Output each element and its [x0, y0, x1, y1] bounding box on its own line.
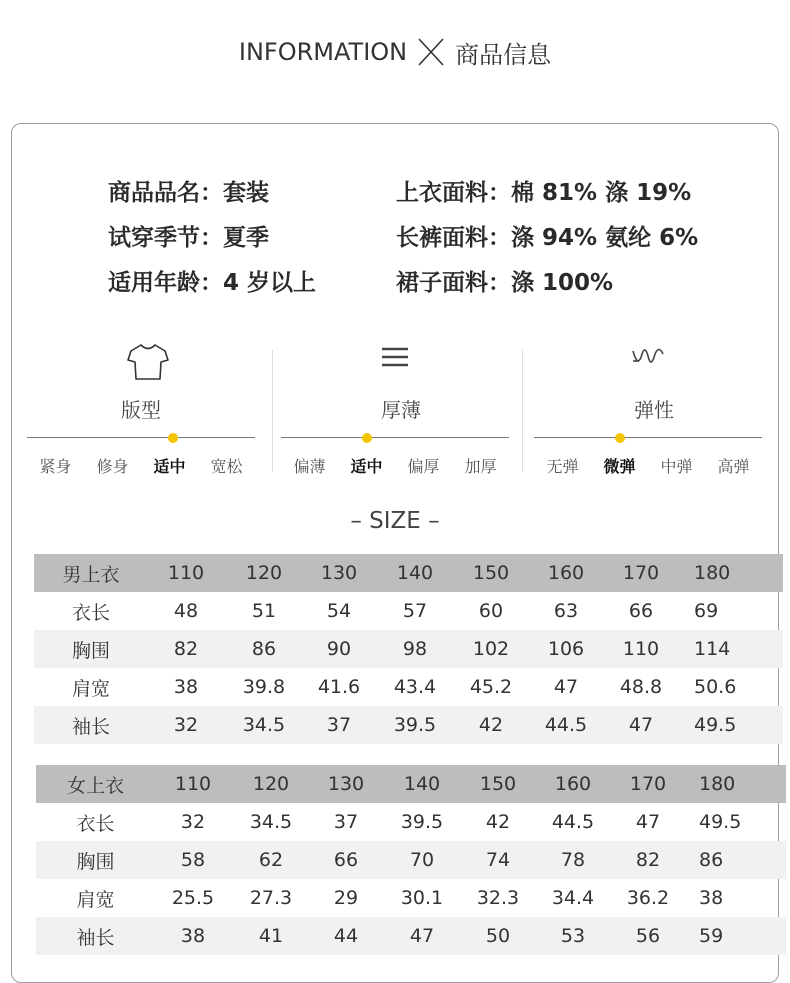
option-list	[27, 454, 255, 477]
table-cell: 160	[526, 554, 606, 592]
table-cell: 59	[683, 917, 786, 955]
table-cell: 130	[311, 765, 381, 803]
table-cell: 130	[304, 554, 374, 592]
table-cell: 29	[333, 887, 359, 909]
table-cell: 86	[683, 841, 786, 879]
table-cell: 45.2	[469, 676, 513, 698]
table-cell: 50	[463, 917, 533, 955]
table-row	[34, 630, 783, 668]
table-cell: 44.5	[551, 811, 595, 833]
option-label: 中弹	[660, 457, 693, 476]
women-size-table	[36, 765, 786, 955]
table-cell: 63	[553, 600, 579, 622]
table-cell: 38	[155, 917, 231, 955]
option-label-selected: 适中	[153, 457, 186, 476]
table-cell: 44	[311, 917, 381, 955]
table-cell: 衣长	[71, 601, 110, 624]
table-cell: 110	[606, 630, 676, 668]
scale-line	[281, 437, 509, 438]
table-cell: 47	[381, 917, 463, 955]
option-list	[281, 454, 509, 477]
table-cell: 袖长	[34, 706, 148, 744]
option-label: 偏厚	[407, 457, 440, 476]
table-cell: 60	[478, 600, 504, 622]
table-cell: 38	[699, 887, 724, 909]
age-range: 适用年龄：4 岁以上	[108, 270, 317, 296]
table-cell: 54	[326, 600, 352, 622]
scale-line	[534, 437, 762, 438]
divider	[522, 350, 523, 472]
option-list	[534, 454, 762, 477]
season: 试穿季节：夏季	[108, 225, 269, 251]
table-row	[34, 668, 783, 706]
table-cell: 袖长	[36, 917, 155, 955]
table-cell: 47	[553, 676, 579, 698]
table-cell: 48.8	[619, 676, 663, 698]
table-cell: 110	[155, 765, 231, 803]
table-cell: 56	[613, 917, 683, 955]
indicator-dot	[168, 433, 178, 443]
stretch-icon	[631, 342, 665, 372]
table-cell: 180	[683, 765, 786, 803]
table-row	[34, 592, 783, 630]
table-cell: 120	[231, 765, 311, 803]
indicator-dot	[362, 433, 372, 443]
table-cell: 49.5	[676, 706, 783, 744]
option-label: 偏薄	[293, 457, 326, 476]
feature-stretch	[534, 340, 774, 480]
table-row	[36, 917, 786, 955]
product-name: 商品品名：套装	[108, 180, 269, 206]
table-cell: 90	[304, 630, 374, 668]
table-cell: 106	[526, 630, 606, 668]
tshirt-icon	[126, 342, 170, 382]
table-row	[36, 841, 786, 879]
table-cell: 胸围	[36, 841, 155, 879]
table-cell: 114	[676, 630, 783, 668]
feature-thickness	[281, 340, 521, 480]
table-cell: 49.5	[699, 811, 742, 833]
table-cell: 男上衣	[34, 554, 148, 592]
table-cell: 女上衣	[36, 765, 155, 803]
indicator-dot	[615, 433, 625, 443]
table-cell: 41	[231, 917, 311, 955]
table-cell: 140	[374, 554, 456, 592]
table-cell: 110	[148, 554, 224, 592]
table-cell: 48	[173, 600, 199, 622]
table-cell: 36.2	[626, 887, 670, 909]
men-size-table	[34, 554, 783, 744]
feature-title: 版型	[121, 398, 161, 422]
table-cell: 69	[694, 600, 719, 622]
option-label: 紧身	[39, 457, 72, 476]
table-cell: 50.6	[694, 676, 737, 698]
table-cell: 66	[311, 841, 381, 879]
table-cell: 70	[381, 841, 463, 879]
table-cell: 38	[173, 676, 199, 698]
table-cell: 170	[606, 554, 676, 592]
table-cell: 58	[155, 841, 231, 879]
table-cell: 47	[606, 706, 676, 744]
table-cell: 74	[463, 841, 533, 879]
table-cell: 120	[224, 554, 304, 592]
table-cell: 胸围	[34, 630, 148, 668]
table-cell: 27.3	[249, 887, 293, 909]
table-cell: 37	[304, 706, 374, 744]
table-cell: 78	[533, 841, 613, 879]
table-cell: 62	[231, 841, 311, 879]
table-cell: 44.5	[526, 706, 606, 744]
table-cell: 53	[533, 917, 613, 955]
table-cell: 150	[456, 554, 526, 592]
layers-icon	[380, 342, 410, 372]
option-label-selected: 微弹	[603, 457, 636, 476]
table-row	[34, 706, 783, 744]
table-cell: 39.5	[400, 811, 444, 833]
table-cell: 150	[463, 765, 533, 803]
table-cell: 30.1	[400, 887, 444, 909]
table-cell: 66	[628, 600, 654, 622]
table-cell: 肩宽	[76, 888, 115, 911]
section-header	[0, 34, 790, 70]
table-cell: 102	[456, 630, 526, 668]
table-cell: 25.5	[171, 887, 215, 909]
table-cell: 42	[456, 706, 526, 744]
table-cell: 32.3	[476, 887, 520, 909]
size-title: – SIZE –	[350, 508, 440, 534]
table-cell: 32	[180, 811, 206, 833]
table-cell: 47	[635, 811, 661, 833]
table-cell: 82	[613, 841, 683, 879]
table-cell: 160	[533, 765, 613, 803]
option-label: 高弹	[717, 457, 750, 476]
table-cell: 43.4	[393, 676, 437, 698]
table-cell: 39.5	[374, 706, 456, 744]
top-fabric: 上衣面料：棉 81% 涤 19%	[396, 180, 692, 206]
table-cell: 57	[402, 600, 428, 622]
pants-fabric: 长裤面料：涤 94% 氨纶 6%	[396, 225, 699, 251]
table-header-row	[34, 554, 783, 592]
table-row	[36, 803, 786, 841]
table-cell: 82	[148, 630, 224, 668]
option-label: 宽松	[210, 457, 243, 476]
table-cell: 41.6	[317, 676, 361, 698]
table-cell: 180	[676, 554, 783, 592]
feature-fit	[27, 340, 267, 480]
skirt-fabric: 裙子面料：涤 100%	[396, 270, 614, 296]
table-cell: 34.5	[249, 811, 293, 833]
table-cell: 37	[333, 811, 359, 833]
feature-title: 弹性	[634, 398, 674, 422]
table-cell: 140	[381, 765, 463, 803]
table-row	[36, 879, 786, 917]
table-cell: 34.4	[551, 887, 595, 909]
option-label: 修身	[96, 457, 129, 476]
header-english: INFORMATION	[238, 38, 408, 66]
option-label-selected: 适中	[350, 457, 383, 476]
table-cell: 51	[251, 600, 277, 622]
header-chinese: 商品信息	[455, 40, 552, 69]
scale-line	[27, 437, 255, 438]
table-cell: 32	[148, 706, 224, 744]
table-header-row	[36, 765, 786, 803]
divider	[272, 350, 273, 472]
table-cell: 34.5	[224, 706, 304, 744]
table-cell: 170	[613, 765, 683, 803]
table-cell: 42	[485, 811, 511, 833]
feature-title: 厚薄	[381, 398, 421, 422]
table-cell: 39.8	[242, 676, 286, 698]
table-cell: 98	[374, 630, 456, 668]
table-cell: 肩宽	[71, 677, 110, 700]
option-label: 加厚	[464, 457, 497, 476]
table-cell: 86	[224, 630, 304, 668]
option-label: 无弹	[546, 457, 579, 476]
cross-icon	[417, 37, 445, 67]
table-cell: 衣长	[76, 812, 115, 835]
